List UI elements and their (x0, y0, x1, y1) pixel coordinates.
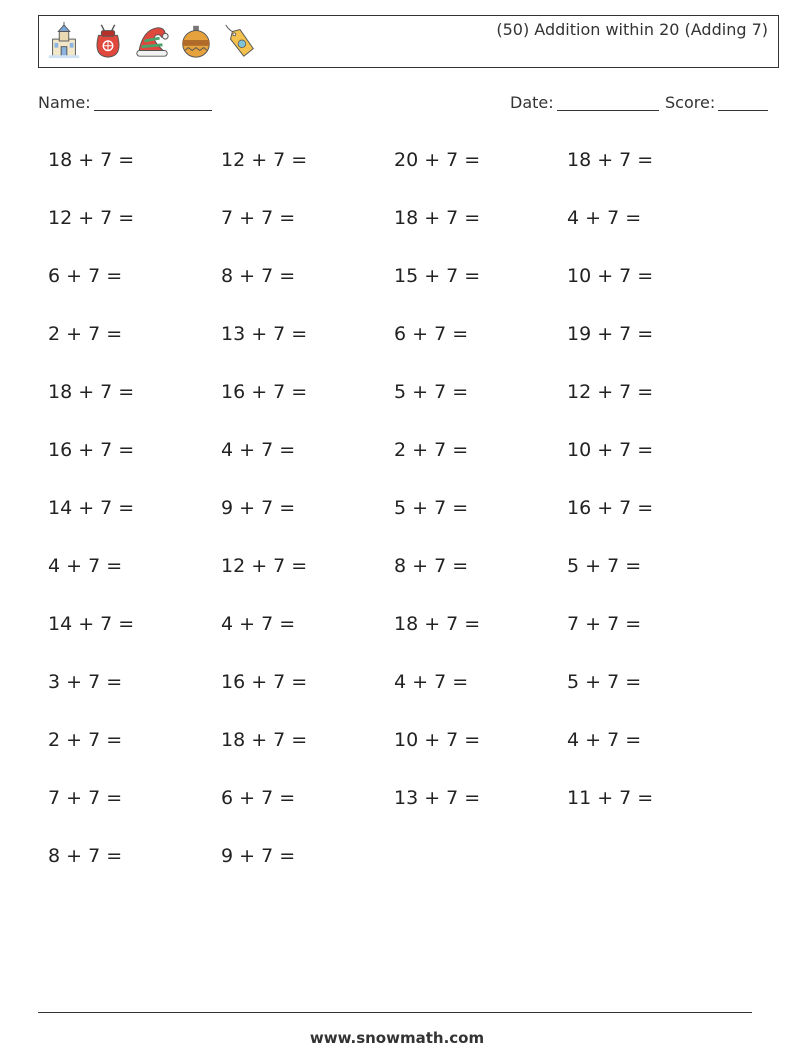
problem-item: 12 + 7 = (48, 207, 135, 229)
problem-item: 16 + 7 = (567, 497, 654, 519)
problem-item: 2 + 7 = (394, 439, 469, 461)
problem-item: 5 + 7 = (567, 671, 642, 693)
santa-hat-icon (133, 22, 171, 60)
date-field (510, 93, 659, 112)
problem-item: 10 + 7 = (394, 729, 481, 751)
problem-item: 8 + 7 = (221, 265, 296, 287)
problem-item: 4 + 7 = (567, 729, 642, 751)
problem-item: 19 + 7 = (567, 323, 654, 345)
problem-item: 4 + 7 = (221, 613, 296, 635)
problem-item: 12 + 7 = (567, 381, 654, 403)
problem-item: 4 + 7 = (567, 207, 642, 229)
problem-item: 18 + 7 = (394, 207, 481, 229)
ornament-icon (177, 22, 215, 60)
problem-item: 12 + 7 = (221, 555, 308, 577)
problem-item: 18 + 7 = (221, 729, 308, 751)
gift-tag-icon (221, 22, 259, 60)
problem-item: 16 + 7 = (221, 381, 308, 403)
problem-item: 5 + 7 = (394, 497, 469, 519)
problem-item: 6 + 7 = (394, 323, 469, 345)
score-field (665, 93, 768, 112)
gift-sack-icon (89, 22, 127, 60)
name-blank[interactable] (94, 95, 212, 111)
problem-item: 4 + 7 = (221, 439, 296, 461)
problem-item: 7 + 7 = (48, 787, 123, 809)
name-field (38, 93, 212, 112)
problem-item: 13 + 7 = (221, 323, 308, 345)
problem-item: 6 + 7 = (221, 787, 296, 809)
problem-item: 11 + 7 = (567, 787, 654, 809)
date-label: Date: (510, 93, 554, 112)
problem-item: 5 + 7 = (394, 381, 469, 403)
score-label: Score: (665, 93, 716, 112)
problem-item: 8 + 7 = (394, 555, 469, 577)
problem-item: 6 + 7 = (48, 265, 123, 287)
footer-divider (38, 1012, 752, 1013)
problem-item: 2 + 7 = (48, 323, 123, 345)
problem-item: 14 + 7 = (48, 613, 135, 635)
score-blank[interactable] (718, 95, 768, 111)
problem-item: 7 + 7 = (567, 613, 642, 635)
problem-item: 18 + 7 = (48, 381, 135, 403)
problem-item: 20 + 7 = (394, 149, 481, 171)
problem-item: 12 + 7 = (221, 149, 308, 171)
problem-item: 9 + 7 = (221, 497, 296, 519)
date-blank[interactable] (557, 95, 659, 111)
worksheet-header (38, 15, 779, 68)
problem-item: 18 + 7 = (567, 149, 654, 171)
problem-item: 15 + 7 = (394, 265, 481, 287)
problem-item: 4 + 7 = (394, 671, 469, 693)
icon-strip (45, 22, 259, 60)
problem-item: 5 + 7 = (567, 555, 642, 577)
worksheet-title: (50) Addition within 20 (Adding 7) (496, 20, 768, 39)
problem-item: 4 + 7 = (48, 555, 123, 577)
problem-item: 14 + 7 = (48, 497, 135, 519)
problem-item: 10 + 7 = (567, 439, 654, 461)
problem-item: 18 + 7 = (394, 613, 481, 635)
problem-item: 9 + 7 = (221, 845, 296, 867)
problem-item: 13 + 7 = (394, 787, 481, 809)
problem-item: 2 + 7 = (48, 729, 123, 751)
footer-site: www.snowmath.com (309, 1029, 485, 1047)
problem-item: 16 + 7 = (48, 439, 135, 461)
problem-item: 7 + 7 = (221, 207, 296, 229)
problem-item: 18 + 7 = (48, 149, 135, 171)
problem-item: 10 + 7 = (567, 265, 654, 287)
problem-item: 16 + 7 = (221, 671, 308, 693)
problem-item: 3 + 7 = (48, 671, 123, 693)
church-icon (45, 22, 83, 60)
problem-item: 8 + 7 = (48, 845, 123, 867)
name-label: Name: (38, 93, 91, 112)
